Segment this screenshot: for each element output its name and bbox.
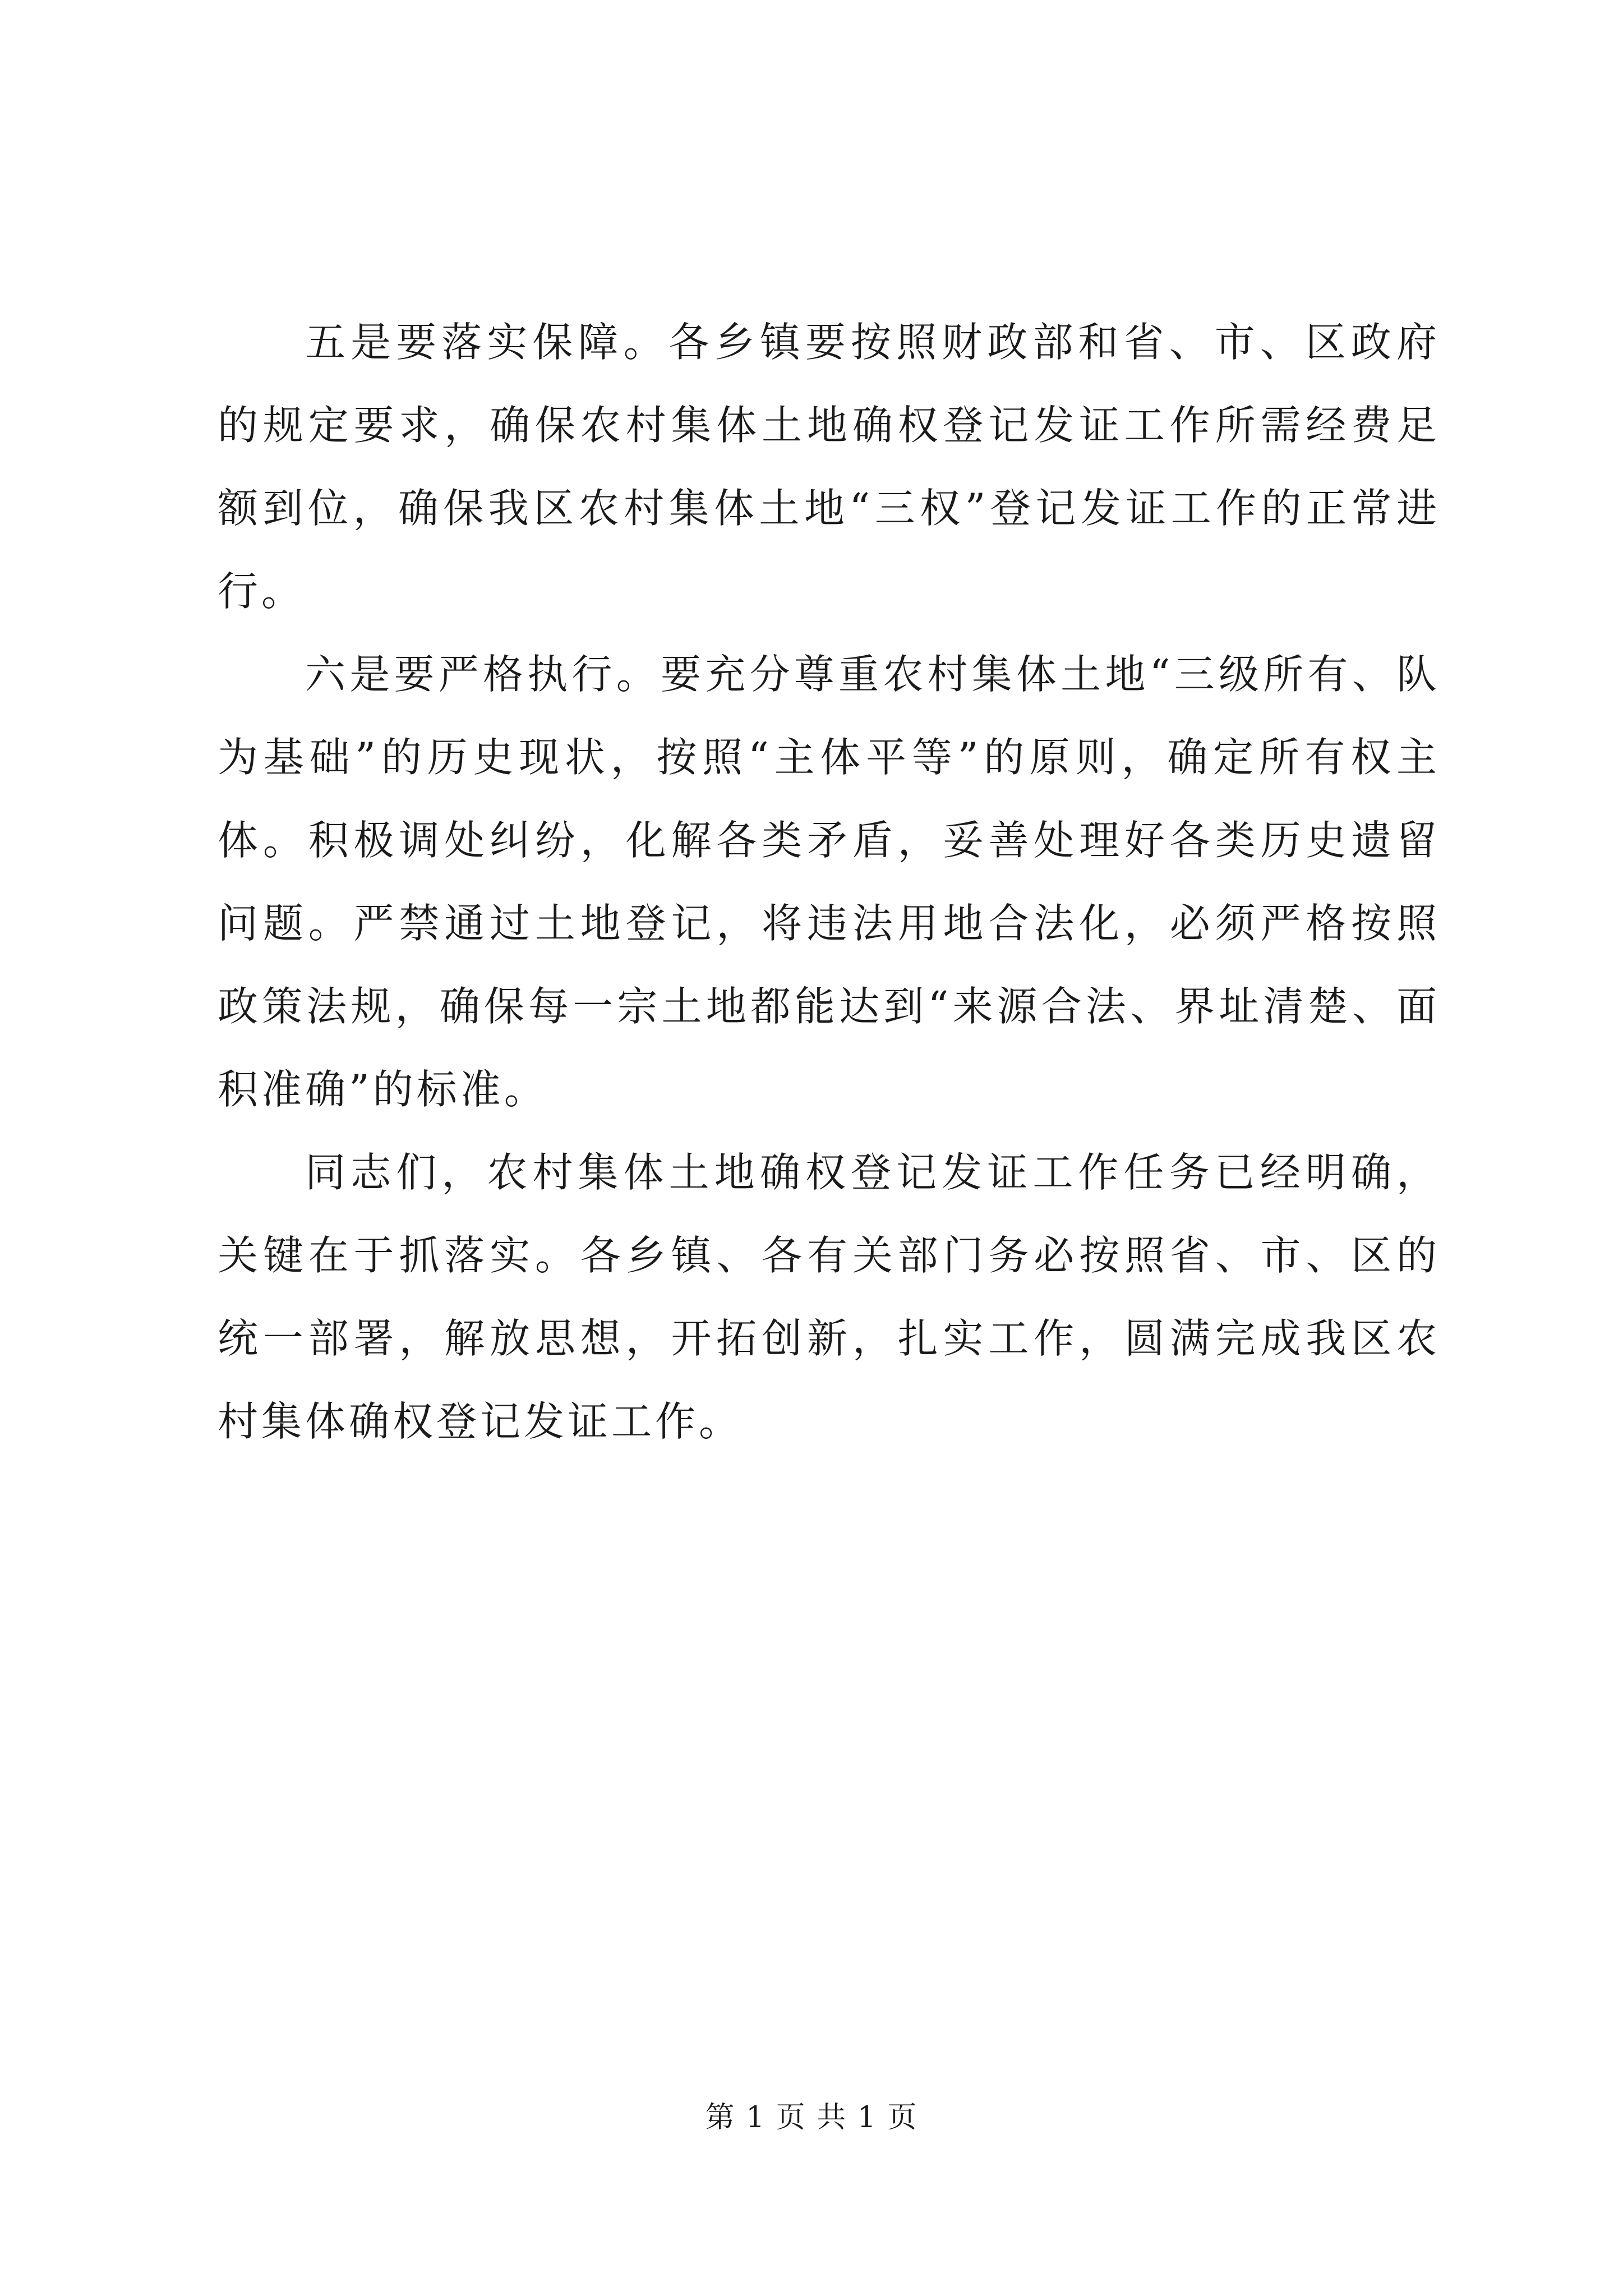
page-number-footer: 第 1 页 共 1 页 [705,2101,918,2134]
paragraph-closing: 同志们，农村集体土地确权登记发证工作任务已经明确，关键在于抓落实。各乡镇、各有关部门务必按照省、市、区的统一部署，解放思想，开拓创新，扎实工作，圆满完成我区农村集体确权登记发证工作。 [218,1149,1440,1445]
paragraph-guarantee: 五是要落实保障。各乡镇要按照财政部和省、市、区政府的规定要求，确保农村集体土地确权登记发证工作所需经费足额到位，确保我区农村集体土地“三权”登记发证工作的正常进行。 [218,319,1440,615]
paragraph-strict-execution: 六是要严格执行。要充分尊重农村集体土地“三级所有、队为基础”的历史现状，按照“主体平等”的原则，确定所有权主体。积极调处纠纷，化解各类矛盾，妥善处理好各类历史遗留问题。严禁通过土地登记，将违法用地合法化，必须严格按照政策法规，确保每一宗土地都能达到“来源合法、界址清楚、面积准确”的标准。 [218,651,1440,1113]
document-body [218,301,1440,1463]
